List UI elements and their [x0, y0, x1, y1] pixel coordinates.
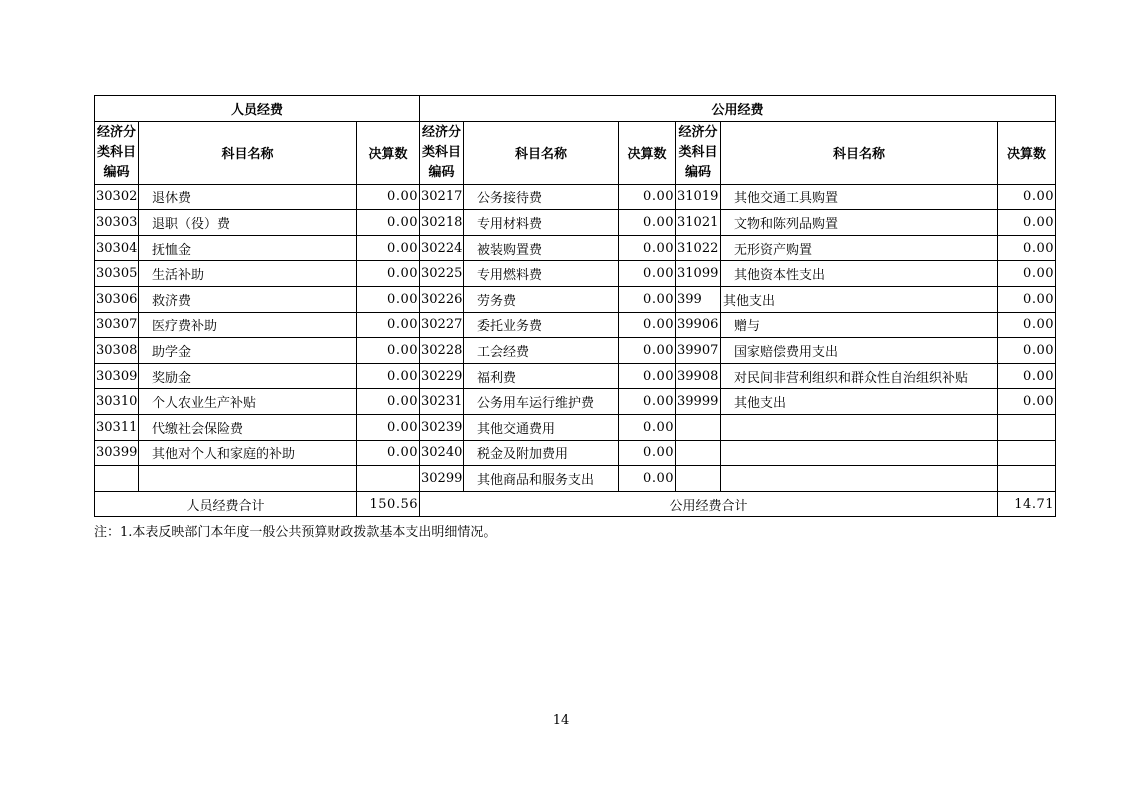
- personnel-name-cell: 退职（役）费: [139, 210, 357, 236]
- public-name-cell: 专用材料费: [464, 210, 619, 236]
- amount-column-header: 决算数: [998, 121, 1056, 184]
- personnel-code-cell: 30305: [95, 261, 139, 287]
- public-name-cell: 委托业务费: [464, 312, 619, 338]
- table-row: [95, 210, 1056, 236]
- personnel-name-cell: 代缴社会保险费: [139, 414, 357, 440]
- personnel-code-cell: 30304: [95, 235, 139, 261]
- public-name-cell: 其他商品和服务支出: [464, 466, 619, 492]
- personnel-code-cell: 30303: [95, 210, 139, 236]
- capital-name-cell: [721, 466, 998, 492]
- public-amount-cell: 0.00: [619, 338, 676, 364]
- code-column-header: 经济分 类科目 编码: [420, 121, 464, 184]
- personnel-code-cell: 30311: [95, 414, 139, 440]
- capital-amount-cell: 0.00: [998, 338, 1056, 364]
- personnel-code-cell: 30306: [95, 286, 139, 312]
- capital-name-cell: 其他交通工具购置: [721, 184, 998, 210]
- capital-name-cell: 其他支出: [721, 286, 998, 312]
- public-amount-cell: 0.00: [619, 261, 676, 287]
- public-amount-cell: 0.00: [619, 184, 676, 210]
- public-expense-header: 公用经费: [420, 96, 1056, 122]
- capital-name-cell: [721, 414, 998, 440]
- personnel-amount-cell: 0.00: [357, 440, 420, 466]
- personnel-amount-cell: 0.00: [357, 363, 420, 389]
- table-note: 注：1.本表反映部门本年度一般公共预算财政拨款基本支出明细情况。: [94, 525, 497, 540]
- public-code-cell: 30225: [420, 261, 464, 287]
- personnel-amount-cell: 0.00: [357, 261, 420, 287]
- personnel-amount-cell: 0.00: [357, 414, 420, 440]
- personnel-amount-cell: 0.00: [357, 312, 420, 338]
- public-code-cell: 30228: [420, 338, 464, 364]
- public-code-cell: 30239: [420, 414, 464, 440]
- capital-code-cell: 39999: [676, 389, 721, 415]
- table-row: [95, 338, 1056, 364]
- public-name-cell: 税金及附加费用: [464, 440, 619, 466]
- column-header-row: [95, 121, 1056, 184]
- capital-code-cell: 31099: [676, 261, 721, 287]
- capital-name-cell: 对民间非营利组织和群众性自治组织补贴: [721, 363, 998, 389]
- personnel-amount-cell: 0.00: [357, 235, 420, 261]
- public-name-cell: 被装购置费: [464, 235, 619, 261]
- name-column-header: 科目名称: [464, 121, 619, 184]
- personnel-amount-cell: 0.00: [357, 184, 420, 210]
- capital-name-cell: 赠与: [721, 312, 998, 338]
- personnel-name-cell: 医疗费补助: [139, 312, 357, 338]
- personnel-name-cell: 个人农业生产补贴: [139, 389, 357, 415]
- public-amount-cell: 0.00: [619, 210, 676, 236]
- personnel-code-cell: 30308: [95, 338, 139, 364]
- public-name-cell: 工会经费: [464, 338, 619, 364]
- capital-name-cell: 其他资本性支出: [721, 261, 998, 287]
- table-row: [95, 389, 1056, 415]
- personnel-name-cell: 奖励金: [139, 363, 357, 389]
- code-column-header: 经济分 类科目 编码: [676, 121, 721, 184]
- public-amount-cell: 0.00: [619, 312, 676, 338]
- personnel-name-cell: 生活补助: [139, 261, 357, 287]
- public-code-cell: 30231: [420, 389, 464, 415]
- capital-amount-cell: 0.00: [998, 363, 1056, 389]
- public-code-cell: 30224: [420, 235, 464, 261]
- personnel-name-cell: 退休费: [139, 184, 357, 210]
- public-total-value: 14.71: [998, 491, 1056, 517]
- personnel-amount-cell: [357, 466, 420, 492]
- capital-amount-cell: 0.00: [998, 210, 1056, 236]
- public-amount-cell: 0.00: [619, 440, 676, 466]
- capital-code-cell: 399: [676, 286, 721, 312]
- capital-code-cell: [676, 440, 721, 466]
- capital-amount-cell: [998, 414, 1056, 440]
- capital-code-cell: 39906: [676, 312, 721, 338]
- public-code-cell: 30226: [420, 286, 464, 312]
- capital-amount-cell: 0.00: [998, 184, 1056, 210]
- public-amount-cell: 0.00: [619, 363, 676, 389]
- public-amount-cell: 0.00: [619, 235, 676, 261]
- capital-amount-cell: [998, 440, 1056, 466]
- capital-name-cell: 无形资产购置: [721, 235, 998, 261]
- public-name-cell: 其他交通费用: [464, 414, 619, 440]
- capital-name-cell: 文物和陈列品购置: [721, 210, 998, 236]
- public-name-cell: 公务接待费: [464, 184, 619, 210]
- capital-amount-cell: 0.00: [998, 235, 1056, 261]
- personnel-code-cell: 30399: [95, 440, 139, 466]
- personnel-total-value: 150.56: [357, 491, 420, 517]
- totals-row: [95, 491, 1056, 517]
- capital-code-cell: 31021: [676, 210, 721, 236]
- capital-amount-cell: 0.00: [998, 312, 1056, 338]
- capital-amount-cell: [998, 466, 1056, 492]
- public-code-cell: 30240: [420, 440, 464, 466]
- page-number: 14: [552, 713, 570, 728]
- public-code-cell: 30229: [420, 363, 464, 389]
- personnel-amount-cell: 0.00: [357, 210, 420, 236]
- capital-code-cell: 39907: [676, 338, 721, 364]
- public-name-cell: 福利费: [464, 363, 619, 389]
- capital-name-cell: 其他支出: [721, 389, 998, 415]
- personnel-name-cell: 抚恤金: [139, 235, 357, 261]
- table-row: [95, 466, 1056, 492]
- name-column-header: 科目名称: [721, 121, 998, 184]
- capital-code-cell: 39908: [676, 363, 721, 389]
- table-row: [95, 235, 1056, 261]
- public-name-cell: 劳务费: [464, 286, 619, 312]
- capital-name-cell: [721, 440, 998, 466]
- personnel-code-cell: 30309: [95, 363, 139, 389]
- personnel-name-cell: [139, 466, 357, 492]
- capital-amount-cell: 0.00: [998, 389, 1056, 415]
- public-code-cell: 30227: [420, 312, 464, 338]
- table-row: [95, 286, 1056, 312]
- capital-name-cell: 国家赔偿费用支出: [721, 338, 998, 364]
- capital-code-cell: [676, 466, 721, 492]
- personnel-amount-cell: 0.00: [357, 338, 420, 364]
- personnel-code-cell: 30307: [95, 312, 139, 338]
- public-code-cell: 30299: [420, 466, 464, 492]
- public-code-cell: 30218: [420, 210, 464, 236]
- code-column-header: 经济分 类科目 编码: [95, 121, 139, 184]
- personnel-name-cell: 其他对个人和家庭的补助: [139, 440, 357, 466]
- personnel-amount-cell: 0.00: [357, 286, 420, 312]
- public-code-cell: 30217: [420, 184, 464, 210]
- capital-amount-cell: 0.00: [998, 286, 1056, 312]
- name-column-header: 科目名称: [139, 121, 357, 184]
- public-amount-cell: 0.00: [619, 466, 676, 492]
- capital-code-cell: 31019: [676, 184, 721, 210]
- public-name-cell: 公务用车运行维护费: [464, 389, 619, 415]
- public-amount-cell: 0.00: [619, 286, 676, 312]
- personnel-code-cell: 30302: [95, 184, 139, 210]
- table-row: [95, 312, 1056, 338]
- personnel-name-cell: 助学金: [139, 338, 357, 364]
- personnel-name-cell: 救济费: [139, 286, 357, 312]
- public-amount-cell: 0.00: [619, 414, 676, 440]
- public-amount-cell: 0.00: [619, 389, 676, 415]
- public-name-cell: 专用燃料费: [464, 261, 619, 287]
- personnel-expense-header: 人员经费: [95, 96, 420, 122]
- capital-code-cell: 31022: [676, 235, 721, 261]
- personnel-amount-cell: 0.00: [357, 389, 420, 415]
- capital-amount-cell: 0.00: [998, 261, 1056, 287]
- capital-code-cell: [676, 414, 721, 440]
- public-total-label: 公用经费合计: [420, 491, 998, 517]
- table-row: [95, 184, 1056, 210]
- amount-column-header: 决算数: [357, 121, 420, 184]
- personnel-code-cell: 30310: [95, 389, 139, 415]
- amount-column-header: 决算数: [619, 121, 676, 184]
- group-header-row: [95, 96, 1056, 122]
- expenditure-detail-table: [94, 95, 1056, 517]
- table-row: [95, 261, 1056, 287]
- personnel-code-cell: [95, 466, 139, 492]
- table-row: [95, 440, 1056, 466]
- table-row: [95, 414, 1056, 440]
- personnel-total-label: 人员经费合计: [95, 491, 357, 517]
- table-row: [95, 363, 1056, 389]
